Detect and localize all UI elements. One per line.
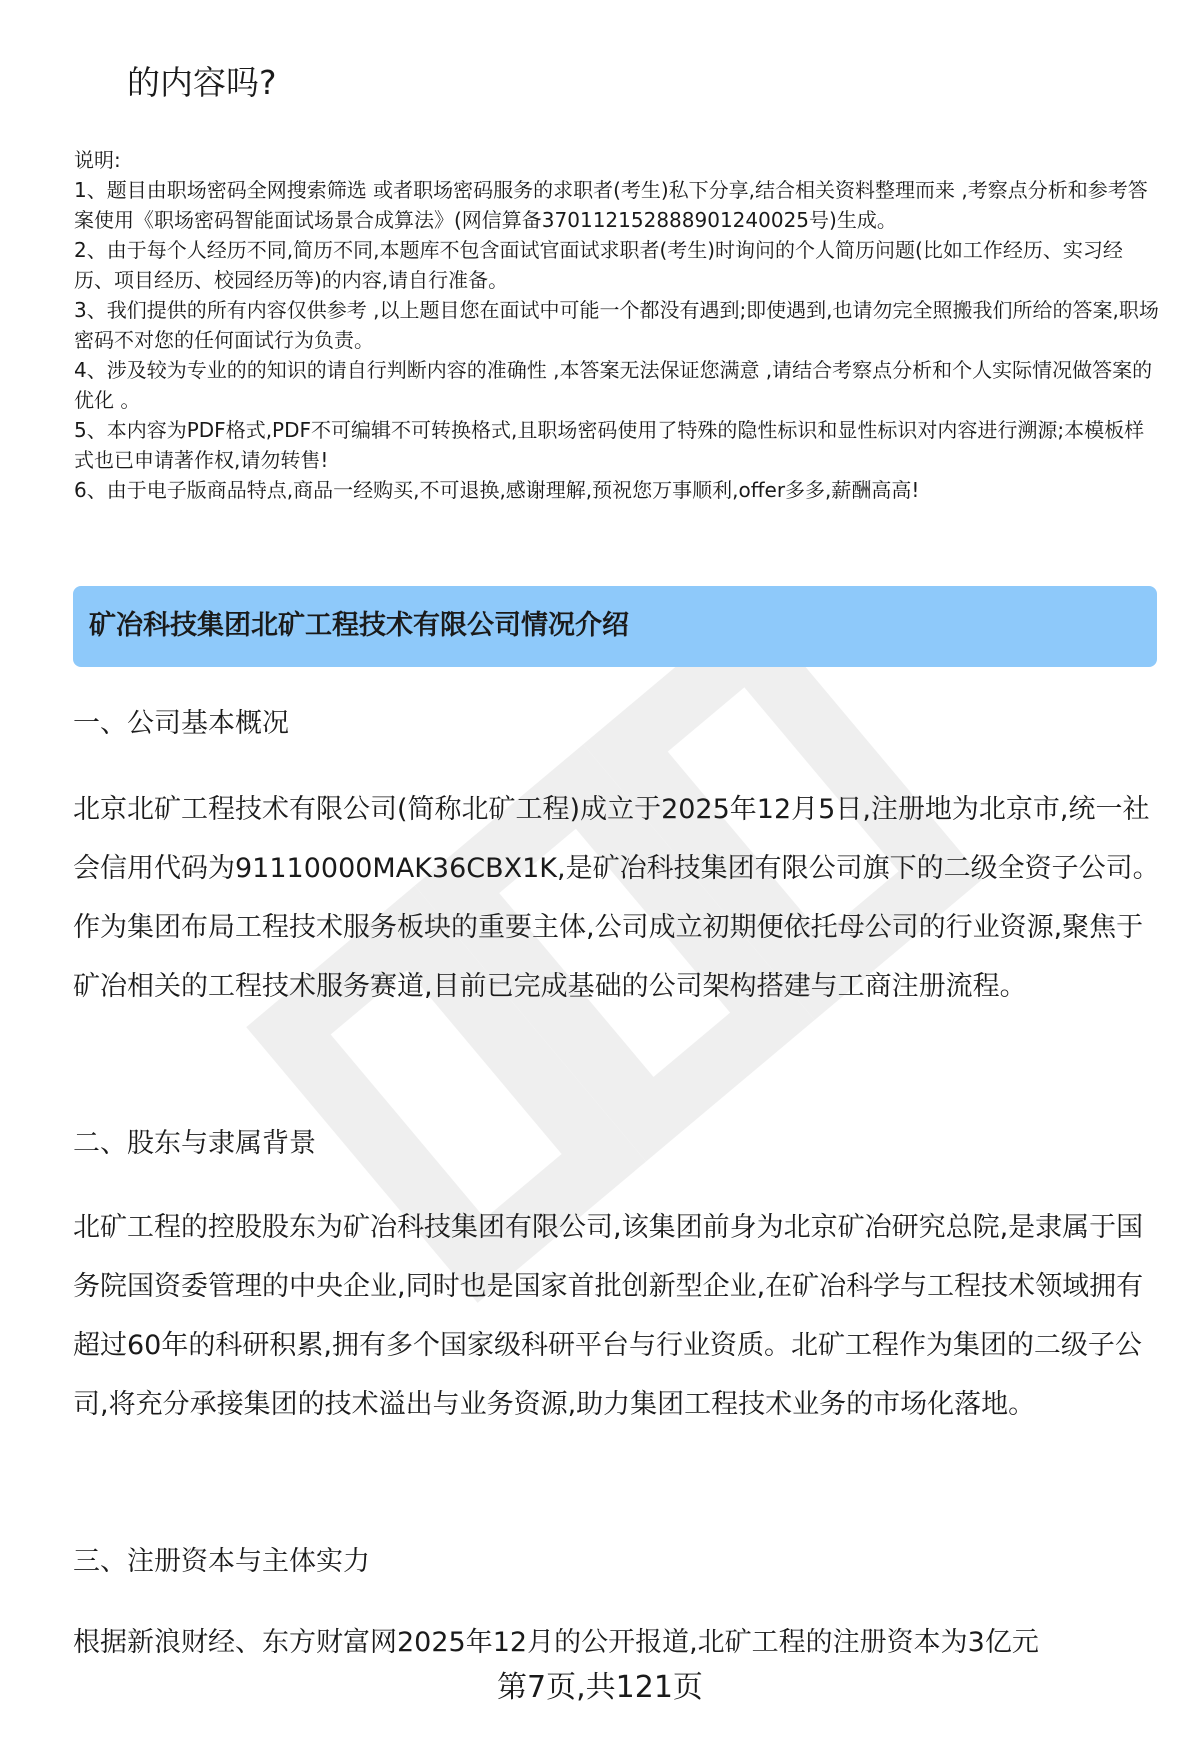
company-intro-banner xyxy=(73,586,1157,667)
notes-item: 3、我们提供的所有内容仅供参考 ,以上题目您在面试中可能一个都没有遇到;即使遇到,也请勿完全照搬我们所给的答案,职场密码不对您的任何面试行为负责。 xyxy=(74,298,1159,352)
section-heading: 一、公司基本概况 xyxy=(73,708,289,739)
notes-heading: 说明: xyxy=(74,148,121,172)
question-tail-text: 的内容吗? xyxy=(127,63,277,102)
notes-item: 5、本内容为PDF格式,PDF不可编辑不可转换格式,且职场密码使用了特殊的隐性标识和显性标识对内容进行溯源;本模板样式也已申请著作权,请勿转售! xyxy=(74,418,1145,472)
section-body: 北矿工程的控股股东为矿冶科技集团有限公司,该集团前身为北京矿冶研究总院,是隶属于国务院国资委管理的中央企业,同时也是国家首批创新型企业,在矿冶科学与工程技术领域拥有超过60年的科研积累,拥有多个国家级科研平台与行业资质。北矿工程作为集团的二级子公司,将充分承接集团的技术溢出与业务资源,助力集团工程技术业务的市场化落地。 xyxy=(73,1212,1144,1420)
notes-item: 6、由于电子版商品特点,商品一经购买,不可退换,感谢理解,预祝您万事顺利,offer多多,薪酬高高! xyxy=(74,478,920,502)
section-body: 北京北矿工程技术有限公司(简称北矿工程)成立于2025年12月5日,注册地为北京市,统一社会信用代码为91110000MAK36CBX1K,是矿冶科技集团有限公司旗下的二级全资子公司。作为集团布局工程技术服务板块的重要主体,公司成立初期便依托母公司的行业资源,聚焦于矿冶相关的工程技术服务赛道,目前已完成基础的公司架构搭建与工商注册流程。 xyxy=(73,794,1160,1002)
notes-item: 4、涉及较为专业的的知识的请自行判断内容的准确性 ,本答案无法保证您满意 ,请结合考察点分析和个人实际情况做答案的优化 。 xyxy=(74,358,1153,412)
banner-title: 矿冶科技集团北矿工程技术有限公司情况介绍 xyxy=(89,610,629,641)
notes-block xyxy=(74,145,1159,505)
page-number: 第7页,共121页 xyxy=(497,1670,703,1705)
notes-item: 1、题目由职场密码全网搜索筛选 或者职场密码服务的求职者(考生)私下分享,结合相关资料整理而来 ,考察点分析和参考答案使用《职场密码智能面试场景合成算法》(网信算备370112152888901240025号)生成。 xyxy=(74,178,1148,232)
section-heading: 三、注册资本与主体实力 xyxy=(73,1546,370,1577)
notes-item: 2、由于每个人经历不同,简历不同,本题库不包含面试官面试求职者(考生)时询问的个人简历问题(比如工作经历、实习经历、项目经历、校园经历等)的内容,请自行准备。 xyxy=(74,238,1123,292)
section-body: 根据新浪财经、东方财富网2025年12月的公开报道,北矿工程的注册资本为3亿元 xyxy=(73,1627,1039,1658)
section-heading: 二、股东与隶属背景 xyxy=(73,1128,316,1159)
